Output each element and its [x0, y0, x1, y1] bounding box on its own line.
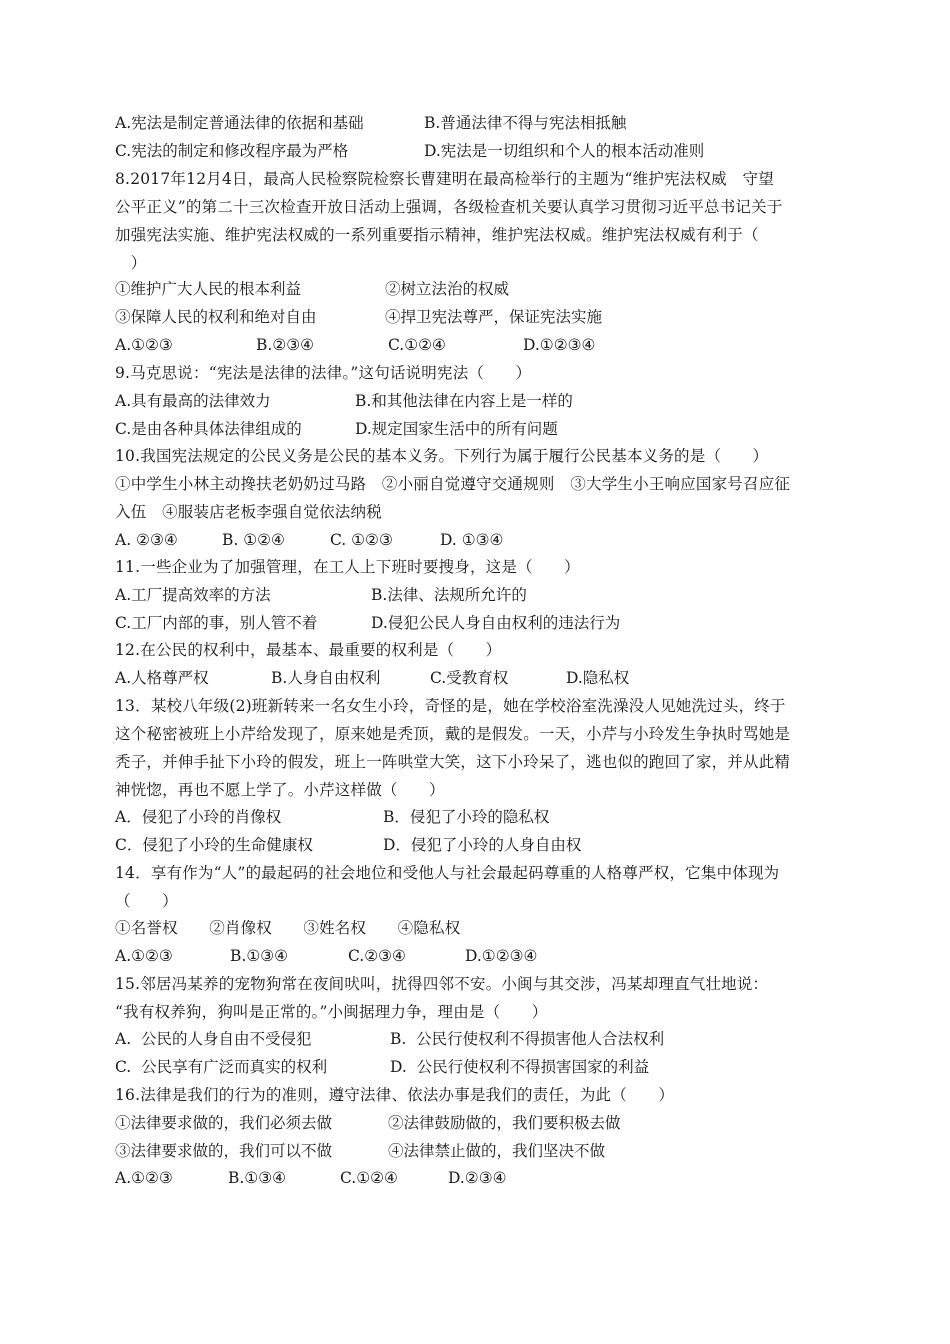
- q12-option-c: C.受教育权: [430, 669, 509, 687]
- q7-option-d: D.宪法是一切组织和个人的根本活动准则: [424, 142, 705, 160]
- q10-items-line-1: ①中学生小林主动搀扶老奶奶过马路 ②小丽自觉遵守交通规则 ③大学生小王响应国家号召应征: [115, 475, 791, 493]
- q8-item-2: ②树立法治的权威: [385, 280, 510, 298]
- q13-stem-line-4: 神恍惚，再也不愿上学了。小芹这样做（ ）: [115, 781, 445, 799]
- q8-stem-line-1: 8.2017年12月4日，最高人民检察院检察长曹建明在最高检举行的主题为“维护宪法权威 守望: [115, 170, 774, 188]
- q16-option-b: B.①③④: [228, 1169, 287, 1187]
- q9-option-b: B.和其他法律在内容上是一样的: [355, 392, 573, 410]
- q8-option-a: A.①②③: [115, 336, 173, 354]
- q12-option-d: D.隐私权: [566, 669, 630, 687]
- q14-option-d: D.①②③④: [465, 947, 538, 965]
- q10-items-line-2: 入伍 ④服装店老板李强自觉依法纳税: [115, 503, 382, 521]
- q16-option-d: D.②③④: [448, 1169, 507, 1187]
- q14-items: ①名誉权 ②肖像权 ③姓名权 ④隐私权: [115, 919, 461, 937]
- q11-stem: 11.一些企业为了加强管理，在工人上下班时要搜身，这是（ ）: [115, 558, 580, 576]
- q7-option-b: B.普通法律不得与宪法相抵触: [424, 114, 627, 132]
- q10-option-a: A. ②③④: [115, 531, 178, 549]
- q16-item-1: ①法律要求做的，我们必须去做: [115, 1114, 333, 1132]
- q15-option-d: D. 公民行使权利不得损害国家的利益: [390, 1058, 650, 1076]
- q16-item-3: ③法律要求做的，我们可以不做: [115, 1142, 333, 1160]
- q16-item-4: ④法律禁止做的，我们坚决不做: [388, 1142, 606, 1160]
- q15-option-b: B. 公民行使权利不得损害他人合法权利: [390, 1030, 665, 1048]
- q8-stem-line-3: 加强宪法实施、维护宪法权威的一系列重要指示精神，维护宪法权威。维护宪法权威有利于（: [115, 226, 759, 244]
- q16-option-c: C.①②④: [340, 1169, 398, 1187]
- q13-stem-line-2: 这个秘密被班上小芹给发现了，原来她是秃顶，戴的是假发。一天，小芹与小玲发生争执时骂她是: [115, 725, 791, 743]
- q11-option-d: D.侵犯公民人身自由权利的违法行为: [371, 614, 621, 632]
- q11-option-a: A.工厂提高效率的方法: [115, 586, 271, 604]
- q13-option-a: A．侵犯了小玲的肖像权: [115, 808, 282, 826]
- q13-option-d: D．侵犯了小玲的人身自由权: [383, 836, 582, 854]
- q8-option-b: B.②③④: [256, 336, 315, 354]
- q8-option-d: D.①②③④: [523, 336, 596, 354]
- q11-option-b: B.法律、法规所允许的: [371, 586, 527, 604]
- q13-option-b: B．侵犯了小玲的隐私权: [383, 808, 550, 826]
- q16-stem: 16.法律是我们的行为的准则，遵守法律、依法办事是我们的责任，为此（ ）: [115, 1086, 675, 1104]
- q7-option-c: C.宪法的制定和修改程序最为严格: [115, 142, 349, 160]
- q16-option-a: A.①②③: [115, 1169, 173, 1187]
- q14-option-b: B.①③④: [230, 947, 289, 965]
- q14-stem-line-1: 14．享有作为“人”的最起码的社会地位和受他人与社会最起码尊重的人格尊严权，它集中体现为: [115, 864, 780, 882]
- q14-option-a: A.①②③: [115, 947, 173, 965]
- q9-stem: 9.马克思说：“宪法是法律的法律。”这句话说明宪法（ ）: [115, 364, 532, 382]
- q13-stem-line-1: 13．某校八年级(2)班新转来一名女生小玲，奇怪的是，她在学校浴室洗澡没人见她洗过头，终于: [115, 697, 786, 715]
- q14-stem-line-2: （ ）: [115, 892, 178, 910]
- q13-stem-line-3: 秃子，并伸手扯下小玲的假发，班上一阵哄堂大笑，这下小玲呆了，逃也似的跑回了家，并从此精: [115, 753, 791, 771]
- q10-option-c: C. ①②③: [330, 531, 393, 549]
- q12-option-b: B.人身自由权利: [271, 669, 381, 687]
- q16-item-2: ②法律鼓励做的，我们要积极去做: [388, 1114, 621, 1132]
- q7-option-a: A.宪法是制定普通法律的依据和基础: [115, 114, 364, 132]
- q8-option-c: C.①②④: [388, 336, 446, 354]
- q10-stem: 10.我国宪法规定的公民义务是公民的基本义务。下列行为属于履行公民基本义务的是（ ）: [115, 447, 769, 465]
- q9-option-c: C.是由各种具体法律组成的: [115, 420, 302, 438]
- q11-option-c: C.工厂内部的事，别人管不着: [115, 614, 318, 632]
- q13-option-c: C．侵犯了小玲的生命健康权: [115, 836, 313, 854]
- q14-option-c: C.②③④: [348, 947, 406, 965]
- q8-stem-line-4: ）: [115, 254, 147, 272]
- q8-item-1: ①维护广大人民的根本利益: [115, 280, 302, 298]
- q8-item-3: ③保障人民的权利和绝对自由: [115, 308, 317, 326]
- q10-option-d: D. ①③④: [440, 531, 504, 549]
- q12-option-a: A.人格尊严权: [115, 669, 209, 687]
- q10-option-b: B. ①②④: [222, 531, 285, 549]
- q9-option-a: A.具有最高的法律效力: [115, 392, 271, 410]
- q8-stem-line-2: 公平正义”的第二十三次检查开放日活动上强调，各级检查机关要认真学习贯彻习近平总书记关于: [115, 198, 783, 216]
- q15-option-a: A. 公民的人身自由不受侵犯: [115, 1030, 312, 1048]
- q15-stem-line-2: “我有权养狗，狗叫是正常的。”小闽据理力争，理由是（ ）: [115, 1003, 548, 1021]
- q15-option-c: C. 公民享有广泛而真实的权利: [115, 1058, 328, 1076]
- q12-stem: 12.在公民的权利中，最基本、最重要的权利是（ ）: [115, 641, 502, 659]
- q15-stem-line-1: 15.邻居冯某养的宠物狗常在夜间吠叫，扰得四邻不安。小闽与其交涉，冯某却理直气壮地说：: [115, 975, 769, 993]
- q9-option-d: D.规定国家生活中的所有问题: [355, 420, 558, 438]
- q8-item-4: ④捍卫宪法尊严，保证宪法实施: [385, 308, 603, 326]
